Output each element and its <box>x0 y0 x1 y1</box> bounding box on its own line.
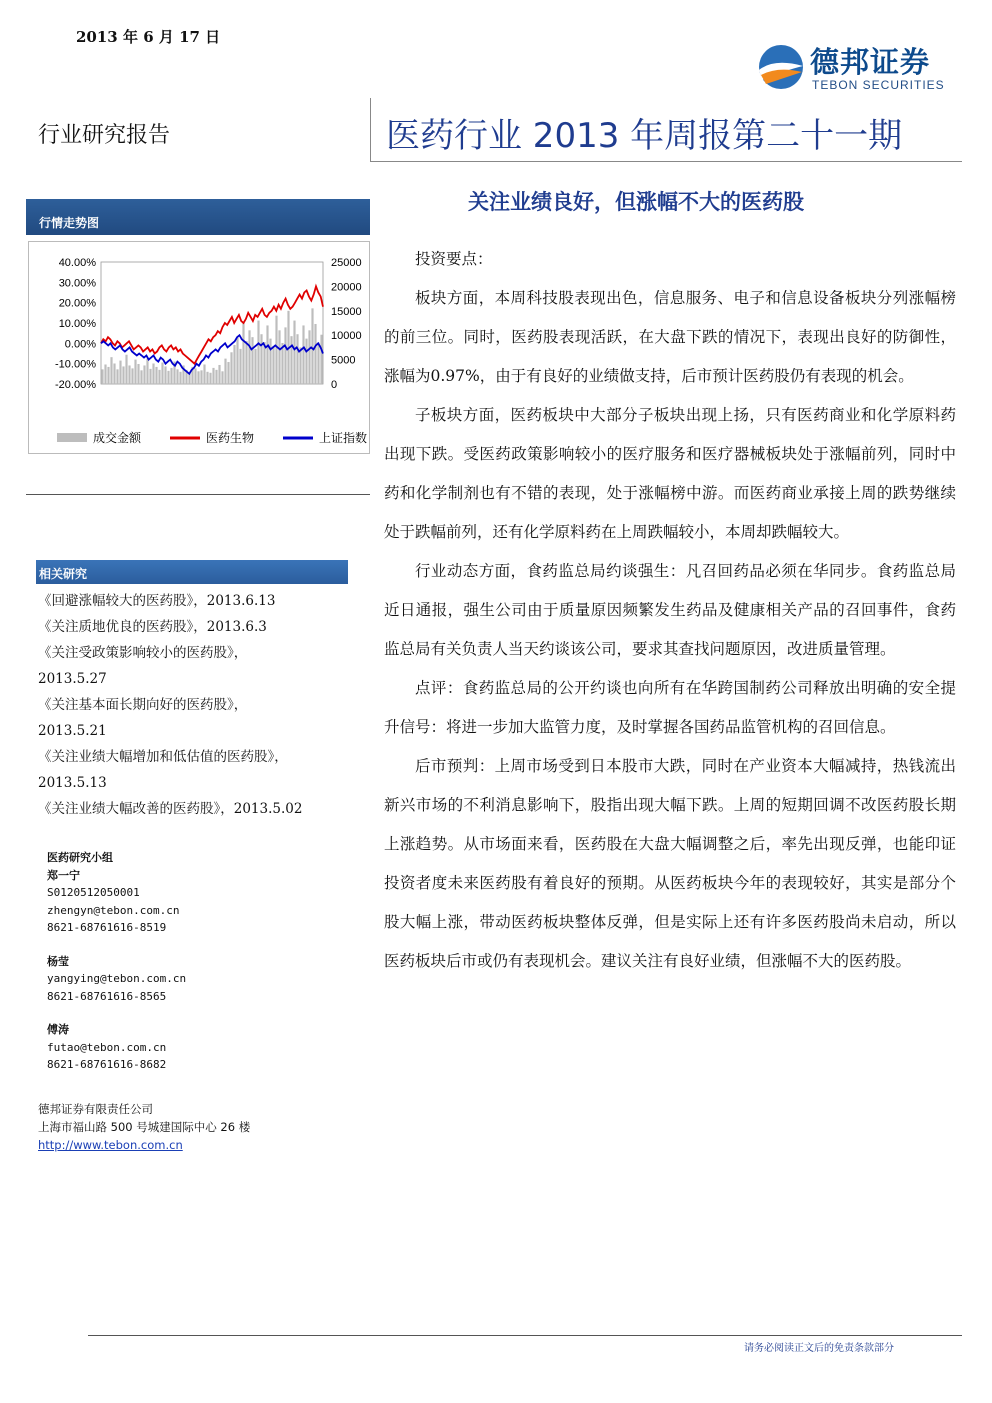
legend-label: 上证指数 <box>319 431 368 445</box>
volume-bar <box>140 370 142 384</box>
plot-area <box>101 262 323 384</box>
report-date: 2013 年 6 月 17 日 <box>76 28 221 46</box>
related-research-header-label: 相关研究 <box>39 567 88 581</box>
volume-bar <box>203 364 205 384</box>
volume-bar <box>200 370 202 384</box>
report-body <box>384 240 956 981</box>
volume-bar <box>209 373 211 384</box>
volume-bar <box>281 343 283 384</box>
team-group: 医药研究小组 <box>47 851 113 864</box>
volume-bar <box>167 371 169 384</box>
volume-bar <box>179 372 181 384</box>
volume-bar <box>236 338 238 384</box>
related-item <box>38 588 368 614</box>
volume-bar <box>116 369 118 384</box>
y-left-tick-label: 0.00% <box>64 338 96 351</box>
legend-label: 医药生物 <box>206 431 255 445</box>
volume-bar <box>155 367 157 384</box>
legend-label: 成交金额 <box>93 431 142 445</box>
analyst-cert: S0120512050001 <box>47 886 140 899</box>
volume-bar <box>224 359 226 384</box>
volume-bar <box>218 365 220 384</box>
company-info <box>38 1100 250 1154</box>
related-item <box>38 796 368 822</box>
related-item-title: 《关注基本面长期向好的医药股》， <box>38 697 248 713</box>
page-subtitle: 关注业绩良好，但涨幅不大的医药股 <box>468 190 804 214</box>
legend-swatch <box>57 433 87 442</box>
volume-bar <box>170 368 172 384</box>
body-paragraph: 投资要点： <box>415 250 493 268</box>
volume-bar <box>278 330 280 384</box>
volume-bar <box>302 325 304 384</box>
volume-bar <box>248 330 250 384</box>
analyst-email: futao@tebon.com.cn <box>47 1040 167 1054</box>
volume-bar <box>110 357 112 384</box>
header-divider-horizontal <box>370 161 962 162</box>
related-research-list <box>38 588 368 822</box>
volume-bar <box>227 362 229 384</box>
related-item-title: 《回避涨幅较大的医药股》，2013.6.13 <box>38 593 276 609</box>
volume-bar <box>149 369 151 384</box>
logo-subtitle: TEBON SECURITIES <box>812 78 945 92</box>
y-left-tick-label: 30.00% <box>58 277 96 290</box>
chart-header <box>26 199 370 235</box>
volume-bar <box>146 359 148 384</box>
volume-bar <box>317 343 319 384</box>
volume-bar <box>230 352 232 384</box>
volume-bar <box>176 369 178 384</box>
market-trend-chart <box>28 241 370 454</box>
related-item-title: 《关注业绩大幅增加和低估值的医药股》， <box>38 749 288 765</box>
volume-bar <box>245 341 247 384</box>
volume-bar <box>272 346 274 384</box>
tebon-logo <box>756 38 956 98</box>
volume-bar <box>161 363 163 384</box>
body-paragraph: 子板块方面，医药板块中大部分子板块出现上扬，只有医药商业和化学原料药出现下跌。受医药政策影响较小的医疗服务和医疗器械板块处于涨幅前列，同时中药和化学制剂也有不错的表现，处于涨幅榜中游。而医药商业承接上周的跌势继续处于跌幅前列，还有化学原料药在上周跌幅较小，本周却跌幅较大。 <box>384 406 956 541</box>
volume-bar <box>215 370 217 384</box>
related-item <box>38 692 368 744</box>
volume-bar <box>107 367 109 384</box>
volume-bar <box>104 364 106 384</box>
analyst-name: 杨莹 <box>47 954 69 968</box>
volume-bar <box>284 327 286 384</box>
y-left-tick-label: 40.00% <box>58 257 96 269</box>
volume-bar <box>119 361 121 384</box>
related-item <box>38 744 368 796</box>
related-item-date: 2013.5.13 <box>38 775 107 791</box>
analyst-name: 傅涛 <box>47 1023 69 1036</box>
volume-bar <box>113 364 115 384</box>
volume-bar <box>257 321 259 384</box>
volume-bar <box>194 368 196 384</box>
chart-svg <box>29 242 370 454</box>
volume-bar <box>308 330 310 384</box>
analyst-phone: 8621-68761616-8519 <box>47 921 167 934</box>
header-divider-vertical <box>370 98 371 162</box>
y-left-tick-label: -20.00% <box>55 379 96 391</box>
company-address: 上海市福山路 500 号城建国际中心 26 楼 <box>38 1120 251 1134</box>
volume-bar <box>293 321 295 384</box>
company-website-link[interactable]: http://www.tebon.com.cn <box>38 1138 183 1152</box>
volume-bar <box>122 366 124 384</box>
volume-bar <box>164 366 166 384</box>
volume-bar <box>101 369 103 384</box>
volume-bar <box>260 334 262 384</box>
volume-bar <box>242 323 244 384</box>
y-right-tick-label: 25000 <box>331 257 362 269</box>
y-left-tick-label: -10.00% <box>55 358 96 371</box>
volume-bar <box>221 371 223 384</box>
body-paragraph: 点评：食药监总局的公开约谈也向所有在华跨国制药公司释放出明确的安全提升信号：将进一步加大监管力度，及时掌握各国药品监管机构的召回信息。 <box>384 679 956 736</box>
logo-name: 德邦证券 <box>810 45 931 79</box>
y-right-tick-label: 20000 <box>331 281 362 294</box>
volume-bar <box>137 364 139 384</box>
analyst-name: 郑一宁 <box>47 868 80 882</box>
footer-divider <box>88 1335 962 1336</box>
tebon-logo-mark-icon <box>756 42 806 92</box>
related-item-title: 《关注业绩大幅改善的医药股》，2013.5.02 <box>38 801 303 817</box>
analyst-email: zhengyn@tebon.com.cn <box>47 903 180 917</box>
volume-bar <box>254 349 256 384</box>
analyst-phone: 8621-68761616-8565 <box>47 989 167 1003</box>
volume-bar <box>320 335 322 384</box>
volume-bar <box>269 339 271 384</box>
research-team <box>47 849 357 1074</box>
related-item <box>38 640 368 692</box>
volume-bar <box>239 349 241 384</box>
volume-bar <box>233 345 235 384</box>
volume-bar <box>143 365 145 384</box>
volume-bar <box>275 316 277 384</box>
volume-bar <box>251 337 253 384</box>
volume-bar <box>206 372 208 384</box>
related-research-header <box>36 560 348 584</box>
volume-bar <box>134 360 136 384</box>
volume-bar <box>314 324 316 384</box>
related-item <box>38 614 368 640</box>
body-paragraph: 行业动态方面，食药监总局约谈强生：凡召回药品必须在华同步。食药监总局近日通报，强生公司由于质量原因频繁发生药品及健康相关产品的召回事件，食药监总局有关负责人当天约谈该公司，要求其查找问题原因，改进质量管理。 <box>384 562 956 658</box>
volume-bar <box>158 370 160 384</box>
volume-bar <box>296 334 298 384</box>
volume-bar <box>311 308 313 384</box>
y-right-tick-label: 0 <box>331 379 338 391</box>
volume-bar <box>125 355 127 384</box>
footer-disclaimer-note: 请务必阅读正文后的免责条款部分 <box>744 1343 894 1354</box>
volume-bar <box>131 368 133 384</box>
volume-bar <box>290 336 292 384</box>
body-paragraph: 后市预判：上周市场受到日本股市大跌，同时在产业资本大幅减持，热钱流出新兴市场的不利消息影响下，股指出现大幅下跌。上周的短期回调不改医药股长期上涨趋势。从市场面来看，医药股在大盘大幅调整之后，率先出现反弹，也能印证投资者度未来医药股有着良好的预期。从医药板块今年的表现较好，其实是部分个股大幅上涨，带动医药板块整体反弹，但是实际上还有许多医药股尚未启动，所以医药板块后市或仍有表现机会。建议关注有良好业绩，但涨幅不大的医药股。 <box>384 757 956 970</box>
chart-header-label: 行情走势图 <box>39 216 100 230</box>
volume-bar <box>128 365 130 384</box>
volume-bar <box>305 339 307 384</box>
y-right-tick-label: 10000 <box>331 330 362 343</box>
page-title: 医药行业 2013 年周报第二十一期 <box>386 116 903 156</box>
y-right-tick-label: 15000 <box>331 305 362 318</box>
body-paragraph: 板块方面，本周科技股表现出色，信息服务、电子和信息设备板块分列涨幅榜的前三位。同时，医药股表现活跃，在大盘下跌的情况下，表现出良好的防御性，涨幅为0.97%，由于有良好的业绩做支持，后市预计医药股仍有表现的机会。 <box>384 289 956 385</box>
y-left-tick-label: 20.00% <box>58 297 96 310</box>
related-item-title: 《关注质地优良的医药股》，2013.6.3 <box>38 619 267 635</box>
y-left-tick-label: 10.00% <box>58 318 96 330</box>
volume-bar <box>152 364 154 384</box>
report-type: 行业研究报告 <box>38 123 171 148</box>
volume-bar <box>266 325 268 384</box>
y-right-tick-label: 5000 <box>331 354 356 367</box>
volume-bar <box>212 368 214 384</box>
related-item-date: 2013.5.21 <box>38 723 107 739</box>
related-item-date: 2013.5.27 <box>38 671 107 687</box>
volume-bar <box>299 347 301 384</box>
analyst-phone: 8621-68761616-8682 <box>47 1058 167 1071</box>
related-item-title: 《关注受政策影响较小的医药股》， <box>38 645 248 661</box>
analyst-email: yangying@tebon.com.cn <box>47 972 187 985</box>
volume-bar <box>197 371 199 384</box>
company-name: 德邦证券有限责任公司 <box>38 1102 153 1116</box>
sidebar-divider <box>26 494 370 495</box>
